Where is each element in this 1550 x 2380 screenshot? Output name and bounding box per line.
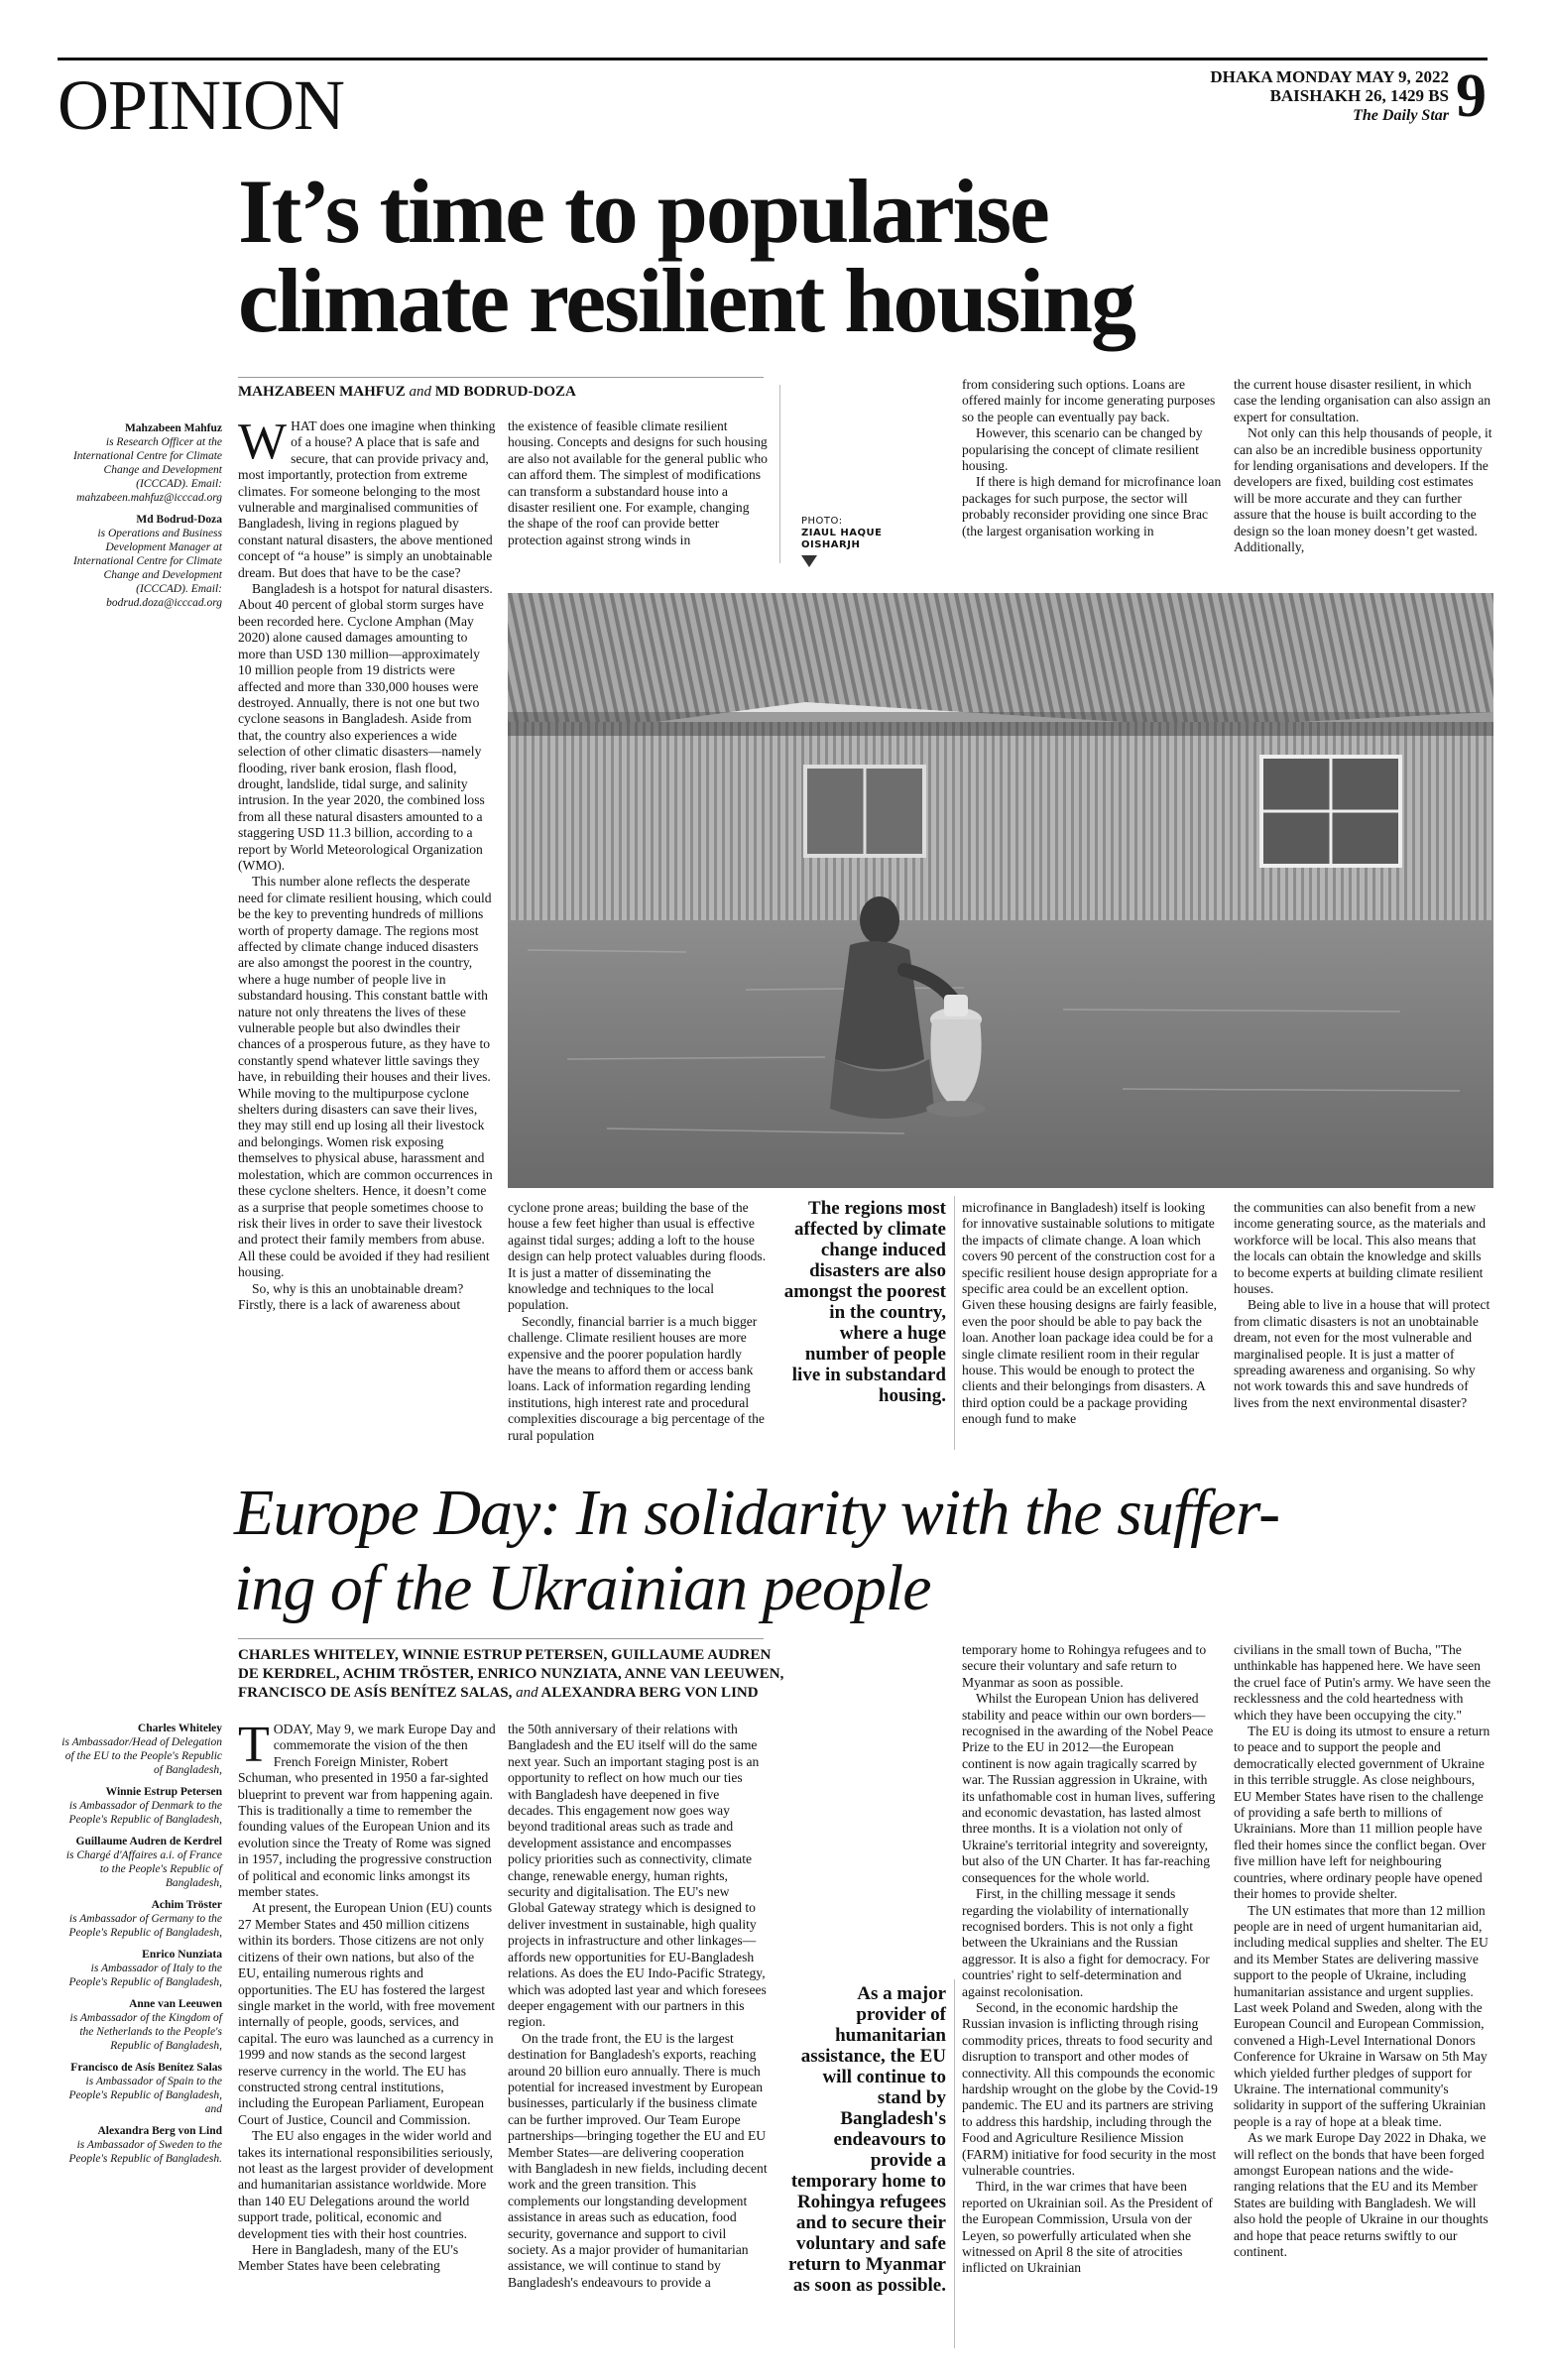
article1-column-5-top [1234,377,1493,567]
top-rule [58,58,1488,60]
article1-headline [238,161,1488,351]
masthead-logo: The Daily Star [1353,107,1449,124]
flood-house-photo [508,593,1493,1188]
author-note-name: Alexandra Berg von Lind [97,2125,222,2137]
author-note-bio: is Ambassador of Spain to the People's Republic of Bangladesh, and [68,2076,222,2115]
article2-headline-line1: Europe Day: In solidarity with the suffer- [234,1477,1280,1549]
paragraph: First, in the chilling message it sends regarding the violability of internationally recognised borders. This is not only a fight between the Ukrainians and the Russian aggressor. It is also a fight for democracy. For countries' right to self-determination and against recolonisation. [962,1886,1210,1999]
photo-credit-label: PHOTO: [801,516,843,527]
photo-credit-name: ZIAUL HAQUE OISHARJH [801,528,883,550]
author-note-name: Mahzabeen Mahfuz [124,422,222,434]
column-divider [954,1979,955,2348]
article2-pullquote: As a major provider of humanitarian assistance, the EU will continue to stand by Bangladesh's endeavours to provide a temporary home to Rohingya refugees and to secure their voluntary and safe return to Myanmar as soon as possible. [787,1983,946,2296]
article2-author-notes [58,1722,222,2166]
page-number: 9 [1456,62,1487,130]
author-note-bio: is Research Officer at the International Centre for Climate Change and Development (ICCCAD). Email: mahzabeen.mahfuz@icccad.org [72,436,222,504]
article1-headline-line1: It’s time to popularise [238,161,1048,262]
paragraph: If there is high demand for microfinance loan packages for such purpose, the sector will probably reconsider providing one since Brac (the largest organisation working in [962,474,1222,538]
paragraph: Being able to live in a house that will protect from climatic disasters is not an unobtainable dream, not even for the most vulnerable and marginalised people. It is just a matter of spreading awareness and organising. So why not work towards this and save hundreds of lives from the next environmental disaster? [1234,1297,1490,1410]
byline-and: and [409,384,431,400]
article1-column-2-top [508,418,768,567]
byline-author2: MD BODRUD-DOZA [434,384,576,400]
paragraph: the existence of feasible climate resilient housing. Concepts and designs for such housing are also not available for the general public who can afford them. The simplest of modifications can transform a substandard house into a disaster resilient one. For example, changing the shape of the roof can provide better protection against strong winds in [508,418,768,547]
author-note-name: Francisco de Asís Benítez Salas [70,2062,222,2074]
paragraph: As we mark Europe Day 2022 in Dhaka, we will reflect on the bonds that have been forged amongst European nations and the wide-ranging relations that the EU and its Member States are building with Bangladesh. We will also hold the people of Ukraine in our thoughts and hope that peace returns swiftly to our continent. [1234,2130,1489,2260]
byline-line: FRANCISCO DE ASÍS BENÍTEZ SALAS, [238,1685,513,1701]
paragraph: Second, in the economic hardship the Russian invasion is inflicting through rising commodity prices, threats to food security and disruption to transport and other modes of connectivity. All this compounds the economic hardship wrought on the globe by the Covid-19 pandemic. The EU and its partners are striving to address this hardship, including through the Food and Agriculture Resilience Mission (FARM) initiative for food security in the most vulnerable countries. [962,1999,1218,2178]
paragraph: Not only can this help thousands of people, it can also be an incredible business opportunity for lending organisations and developers. If the developers are fixed, building cost estimates will be more accurate and they can further assure that the house is built according to the design so the loan money doesn’t get wasted. Additionally, [1234,425,1492,555]
article2-column-5 [1234,1642,1493,2348]
section-title: OPINION [58,65,344,145]
author-note-name: Anne van Leeuwen [129,1998,222,2010]
author-note-bio: is Chargé d'Affaires a.i. of France to the People's Republic of Bangladesh, [65,1849,222,1889]
author-note-bio: is Ambassador of Germany to the People's Republic of Bangladesh, [68,1913,222,1939]
article2-byline-rule [238,1638,764,1639]
article1-column-1 [238,418,496,1450]
byline-line: CHARLES WHITELEY, WINNIE ESTRUP PETERSEN, GUILLAUME AUDREN [238,1647,772,1663]
byline-and: and [516,1685,538,1701]
byline-line: ALEXANDRA BERG VON LIND [540,1685,759,1701]
article1-byline [238,383,793,402]
flood-house-photo-illustration [508,593,1493,1188]
author-note-bio: is Ambassador of Sweden to the People's Republic of Bangladesh. [68,2139,222,2165]
author-note-name: Enrico Nunziata [142,1949,222,1961]
paragraph: ODAY, May 9, we mark Europe Day and commemorate the vision of the then French Foreign Minister, Robert Schuman, who presented in 1950 a far-sighted blueprint to prevent war from happening again. This is traditionally a time to remember the founding values of the European Union and its evolution since the Treaty of Rome was signed in 1957, including the progressive construction of political and economic links amongst its member states. [238,1722,496,1900]
byline-author1: MAHZABEEN MAHFUZ [238,384,406,400]
paragraph: Secondly, financial barrier is a much bigger challenge. Climate resilient houses are more expensive and the poorer population hardly have the means to afford them or access bank loans. Lack of information regarding lending institutions, high interest rate and procedural complexities discourage a big percentage of the rural population [508,1313,765,1443]
paragraph: So, why is this an unobtainable dream? Firstly, there is a lack of awareness about [238,1280,464,1312]
paragraph: Whilst the European Union has delivered stability and peace within our own borders—recognised in the awarding of the Nobel Peace Prize to the EU in 2012—the European continent is now again tragically scarred by war. The Russian aggression in Ukraine, with its unfathomable cost in human lives, suffering and economic devastation, has lasted almost three months. It is a violation not only of Ukraine's territorial integrity and sovereignty, but also of the UN Charter. It has far-reaching consequences for the whole world. [962,1691,1216,1885]
paragraph: Here in Bangladesh, many of the EU's Member States have been celebrating [238,2242,459,2274]
article1-byline-rule [238,377,764,378]
byline-line: DE KERDREL, ACHIM TRÖSTER, ENRICO NUNZIATA, ANNE VAN LEEUWEN, [238,1666,784,1682]
article1-column-2-bottom [508,1200,768,1454]
author-note-bio: is Operations and Business Development Manager at International Centre for Climate Change and Development (ICCCAD). Email: bodrud.doza@icccad.org [72,528,222,609]
paragraph: temporary home to Rohingya refugees and to secure their voluntary and safe return to Myanmar as soon as possible. [962,1642,1207,1690]
paragraph: This number alone reflects the desperate need for climate resilient housing, which could be the key to preventing hundreds of millions worth of property damage. The regions most affected by climate change induced disasters are also amongst the poorest in the country, where a huge number of people live in substandard housing. This constant battle with nature not only threatens the lives of these vulnerable people but also dwindles their chances of a prosperous future, as they have to constantly spend whatever little savings they have, in rebuilding their houses and their lives. While moving to the multipurpose cyclone shelters during disasters can save their lives, they may still end up losing all their livestock and belongings. Women risk exposing themselves to physical abuse, harassment and molestation, which are common occurrences in these cyclone shelters. Hence, it doesn’t come as a surprise that people sometimes choose to risk their lives in order to save their livestock and protect their family members from abuse. All these could be avoided if they had resilient housing. [238,874,493,1280]
paragraph: On the trade front, the EU is the largest destination for Bangladesh's exports, reaching around 20 billion euro annually. There is much potential for increased investment by European businesses, particularly if the business climate can be further improved. Our Team Europe partnerships—bringing together the EU and EU Member States—are delivering cooperation with Bangladesh in new fields, including decent work and the green transition. This complements our longstanding development assistance in areas such as education, food security, governance and support to civil society. As a major provider of humanitarian assistance, we will continue to stand by Bangladesh's endeavours to provide a [508,2030,768,2290]
author-note-bio: is Ambassador of Italy to the People's Republic of Bangladesh, [68,1963,222,1988]
author-note-name: Achim Tröster [151,1899,222,1911]
bangla-date: BAISHAKH 26, 1429 BS [1269,86,1449,105]
article1-author-notes [58,421,222,610]
author-note-bio: is Ambassador of Denmark to the People's Republic of Bangladesh, [68,1800,222,1826]
column-divider [779,385,780,563]
author-note-name: Md Bodrud-Doza [136,514,222,526]
paragraph: The EU also engages in the wider world and takes its international responsibilities seriously, not least as the largest provider of development and humanitarian assistance worldwide. More than 140 EU Delegations around the world support trade, political, economic and development ties with their host countries. [238,2128,494,2241]
author-note-bio: is Ambassador of the Kingdom of the Netherlands to the People's Republic of Bangladesh, [69,2012,222,2052]
author-note-name: Charles Whiteley [137,1723,222,1734]
paragraph: from considering such options. Loans are offered mainly for income generating purposes so the people can eventually pay back. [962,377,1216,424]
article1-column-4-top [962,377,1222,567]
paragraph: the current house disaster resilient, in which case the lending organisation can also assign an expert for consultation. [1234,377,1491,424]
paragraph: The EU is doing its utmost to ensure a return to peace and to support the people and democratically elected government of Ukraine in this terrible struggle. As close neighbours, EU Member States have risen to the challenge of providing a safe berth to millions of Ukrainians. More than 11 million people have fled their homes since the conflict began. Over five million have left for neighbouring countries, where ordinary people have opened their homes to provide shelter. [1234,1724,1490,1902]
author-note-bio: is Ambassador/Head of Delegation of the EU to the People's Republic of Bangladesh, [61,1736,222,1776]
article2-headline-line2: ing of the Ukrainian people [234,1552,931,1624]
author-note-name: Guillaume Audren de Kerdrel [75,1836,222,1847]
paragraph: the 50th anniversary of their relations with Bangladesh and the EU itself will do the same next year. Such an important staging post is an opportunity to reflect on how much our ties with Bangladesh have deepened in five decades. This engagement now goes way beyond traditional areas such as trade and development assistance and encompasses policy priorities such as connectivity, climate change, renewable energy, human rights, security and digitalisation. The EU's new Global Gateway strategy which is designed to deliver investment in sustainable, high quality projects in infrastructure and other linkages—affords new opportunities for EU-Bangladesh relations. As does the EU Indo-Pacific Strategy, which was adopted last year and which foresees deeper engagement with our partners in this region. [508,1722,767,2030]
paragraph: HAT does one imagine when thinking of a house? A place that is safe and secure, that can provide privacy and, most importantly, protection from extreme climates. For someone belonging to the most vulnerable and marginalised communities of Bangladesh, living in regions plagued by constant natural disasters, the above mentioned concept of “a house” is simply an unobtainable dream. But does that have to be the case? [238,418,496,580]
article1-pullquote: The regions most affected by climate change induced disasters are also amongst the poorest in the country, where a huge number of people live in substandard housing. [783,1198,946,1406]
article2-headline [234,1476,1503,1626]
article2-column-4 [962,1642,1222,2348]
paragraph: Third, in the war crimes that have been reported on Ukrainian soil. As the President of the European Commission, Ursula von der Leyen, so powerfully articulated when she witnessed on April 8 the site of atrocities inflicted on Ukrainian [962,2179,1213,2276]
article2-column-1 [238,1722,496,2348]
dropcap: T [238,1722,270,1773]
article2-byline [238,1646,793,1703]
article1-column-4-bottom [962,1200,1222,1454]
author-note-name: Winnie Estrup Petersen [105,1786,222,1798]
paragraph: Bangladesh is a hotspot for natural disasters. About 40 percent of global storm surges have been recorded here. Cyclone Amphan (May 2020) alone caused damages amounting to more than USD 130 million—approximately 10 million people from 19 districts were affected and more than 330,000 houses were destroyed. Annually, there is not one but two cyclone seasons in Bangladesh. Aside from that, the country also experiences a wide selection of other climatic disasters—namely flooding, river bank erosion, flash flood, drought, landslide, tidal surge, and salinity intrusion. In the year 2020, the combined loss from all these natural disasters amounted to a staggering USD 11.3 billion, according to a report by World Meteorological Organization (WMO). [238,581,493,873]
paragraph: cyclone prone areas; building the base of the house a few feet higher than usual is effective against tidal surges; adding a loft to the house design can help protect valuables during floods. It is just a matter of disseminating the knowledge and techniques to the local population. [508,1200,767,1313]
paragraph: civilians in the small town of Bucha, "The unthinkable has happened here. We have seen the cruel face of Putin's army. We have seen the recklessness and the cold heartedness with which they have been occupying the city." [1234,1642,1491,1723]
arrow-down-icon [801,555,817,567]
paragraph: The UN estimates that more than 12 million people are in need of urgent humanitarian aid, including medical supplies and shelter. The EU and its Member States are delivering massive support to the people of Ukraine, including humanitarian assistance and urgent supplies. Last week Poland and Sweden, along with the European Council and European Commission, convened a High-Level International Donors Conference for Ukraine in Warsaw on 5th May which yielded further pledges of support for Ukraine. The international community's solidarity in support of the suffering Ukrainian people is a ray of hope at a bleak time. [1234,1902,1489,2129]
column-divider [954,1196,955,1450]
article1-headline-line2: climate resilient housing [238,250,1135,351]
photo-credit [801,516,900,567]
article1-column-5-bottom [1234,1200,1493,1454]
paragraph: microfinance in Bangladesh) itself is looking for innovative sustainable solutions to mitigate the impacts of climate change. A loan which covers 90 percent of the construction cost for a specific resilient house design appropriate for a specific area could be an excellent option. Given these housing designs are fairly feasible, even the poor should be able to pay back the loan. Another loan package idea could be for a single climate resilient room in their regular house. This would be enough to protect the clients and their belongings from disasters. A third option could be a package providing enough fund to make [962,1200,1218,1427]
dropcap: W [238,418,288,470]
paragraph: At present, the European Union (EU) counts 27 Member States and 450 million citizens within its borders. Those citizens are not only citizens of their own nations, but also of the EU, entailing numerous rights and opportunities. The EU has fostered the largest single market in the world, with free movement internally of people, goods, services, and capital. The euro was launched as a currency in 1999 and now stands as the second largest reserve currency in the world. The EU has constructed strong central institutions, including the European Parliament, European Court of Justice, Council and Commission. [238,1900,495,2127]
paragraph: However, this scenario can be changed by popularising the concept of climate resilient housing. [962,425,1203,474]
date-line: DHAKA MONDAY MAY 9, 2022 [1210,67,1449,86]
paragraph: the communities can also benefit from a new income generating source, as the materials and workforce will be local. This also means that the locals can obtain the knowledge and skills to become experts at building climate resilient houses. [1234,1200,1487,1297]
article2-column-2 [508,1722,768,2348]
